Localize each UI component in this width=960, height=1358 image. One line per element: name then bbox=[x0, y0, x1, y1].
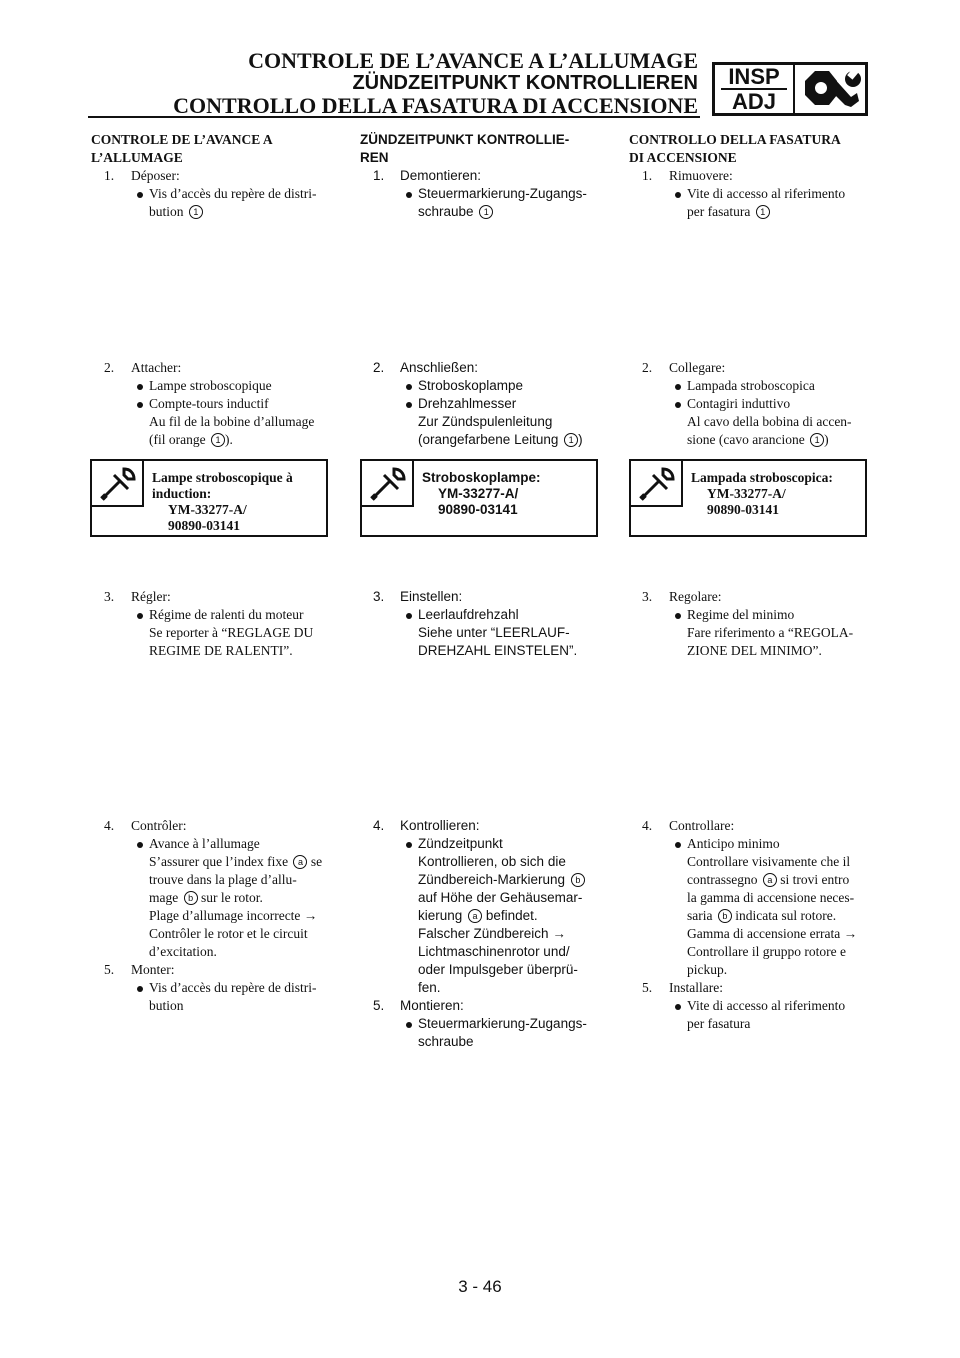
it-heading-2: DI ACCENSIONE bbox=[629, 150, 737, 165]
fr-intro: CONTROLE DE L’AVANCE A L’ALLUMAGE 1. Déposer: Vis d’accès du repère de distri- bution 1 bbox=[91, 131, 331, 221]
bullet-icon bbox=[675, 842, 681, 848]
bullet-icon bbox=[137, 986, 143, 992]
bullet-icon bbox=[137, 384, 143, 390]
fr-heading-1: CONTROLE DE L’AVANCE A bbox=[91, 132, 273, 147]
de-step-3-block: 3. Einstellen: Leerlaufdrehzahl Siehe unter “LEERLAUF- DREHZAHL EINSTELEN”. bbox=[373, 589, 578, 658]
badge-text bbox=[715, 65, 795, 113]
fr-step-2-block: 2. Attacher: Lampe stroboscopique Compte-tours inductif Au fil de la bobine d’allumage (fil orange 1 ). bbox=[104, 360, 315, 447]
badge-top: INSP bbox=[721, 66, 787, 90]
bullet-icon bbox=[406, 613, 412, 619]
marker-b-icon: b bbox=[718, 909, 732, 923]
bullet-icon bbox=[675, 1004, 681, 1010]
marker-1-icon: 1 bbox=[810, 433, 824, 447]
bullet-icon bbox=[137, 842, 143, 848]
de-step-2-block: 2. Anschließen: Stroboskoplampe Drehzahlmesser Zur Zündspulenleitung (orangefarbene Leitung 1 ) bbox=[373, 360, 583, 447]
fr-step-1: 1. Déposer: bbox=[104, 168, 180, 183]
de-special-tool-box: Stroboskoplampe: YM-33277-A/ 90890-03141 bbox=[360, 459, 598, 537]
badge-bottom: ADJ bbox=[731, 89, 776, 114]
it-heading-1: CONTROLLO DELLA FASATURA bbox=[629, 132, 841, 147]
marker-b-icon: b bbox=[571, 873, 585, 887]
marker-1-icon: 1 bbox=[211, 433, 225, 447]
it-special-tool-box: Lampada stroboscopica: YM-33277-A/ 90890-03141 bbox=[629, 459, 867, 537]
fr-step-1-bullet: Vis d’accès du repère de distri- bbox=[91, 185, 331, 203]
de-step-4-block: 4. Kontrollieren: Zündzeitpunkt Kontrollieren, ob sich die Zündbereich-Markierung b auf Höhe der Gehäusemar- kierung a befindet. Falscher Zündbereich → Lichtmaschinenrotor und/ oder Impulsgeber überprü- fen. 5. Montieren: Steuermarkierung-Zugangs- schraube bbox=[373, 818, 587, 1049]
de-intro: ZÜNDZEITPUNKT KONTROLLIE- REN 1. Demontieren: Steuermarkierung-Zugangs- schraube 1 bbox=[360, 131, 600, 221]
bullet-icon bbox=[406, 192, 412, 198]
bullet-icon bbox=[675, 402, 681, 408]
page-number: 3 - 46 bbox=[458, 1277, 502, 1296]
it-step-3-block: 3. Regolare: Regime del minimo Fare riferimento a “REGOLA- ZIONE DEL MINIMO”. bbox=[642, 589, 854, 658]
it-step-2-block: 2. Collegare: Lampada stroboscopica Contagiri induttivo Al cavo della bobina di accen- sione (cavo arancione 1 ) bbox=[642, 360, 852, 447]
marker-a-icon: a bbox=[468, 909, 482, 923]
bullet-icon bbox=[406, 842, 412, 848]
bullet-icon bbox=[406, 384, 412, 390]
fr-special-tool-box: Lampe stroboscopique à induction: YM-33277-A/ 90890-03141 bbox=[90, 459, 328, 537]
bullet-icon bbox=[137, 402, 143, 408]
bullet-icon bbox=[406, 402, 412, 408]
page-header-titles bbox=[173, 50, 698, 118]
it-step-4-block: 4. Controllare: Anticipo minimo Controllare visivamente che il contrassegno a si trovi entro la gamma di accensione neces- saria b indicata sul rotore. Gamma di accensione errata → Controllare il gruppo rotore e pickup. 5. Installare: Vite di accesso al riferimento per fasatura bbox=[642, 818, 858, 1031]
marker-a-icon: a bbox=[293, 855, 307, 869]
bullet-icon bbox=[675, 613, 681, 619]
title-it: CONTROLLO DELLA FASATURA DI ACCENSIONE bbox=[173, 93, 698, 118]
marker-1-icon: 1 bbox=[479, 205, 493, 219]
fr-step-4-block: 4. Contrôler: Avance à l’allumage S’assurer que l’index fixe a se trouve dans la plage d’allu- mage b sur le rotor. Plage d’allumage incorrecte → Contrôler le rotor et le circuit d’excitation. 5. Monter: Vis d’accès du repère de distri- bution bbox=[104, 818, 323, 1013]
bullet-icon bbox=[675, 384, 681, 390]
marker-1-icon: 1 bbox=[564, 433, 578, 447]
bullet-icon bbox=[137, 613, 143, 619]
it-intro: CONTROLLO DELLA FASATURA DI ACCENSIONE 1. Rimuovere: Vite di accesso al riferimento per fasatura 1 bbox=[629, 131, 869, 221]
bullet-icon bbox=[675, 192, 681, 198]
de-heading-2: REN bbox=[360, 150, 389, 165]
marker-b-icon: b bbox=[184, 891, 198, 905]
wrench-nut-icon bbox=[797, 67, 863, 111]
special-tool-icon bbox=[631, 461, 683, 507]
special-tool-icon bbox=[362, 461, 414, 507]
header-rule bbox=[88, 116, 700, 118]
bullet-icon bbox=[406, 1022, 412, 1028]
title-de: ZÜNDZEITPUNKT KONTROLLIEREN bbox=[352, 72, 698, 94]
bullet-icon bbox=[137, 192, 143, 198]
section-badge bbox=[712, 62, 868, 116]
de-heading-1: ZÜNDZEITPUNKT KONTROLLIE- bbox=[360, 132, 570, 147]
fr-step-3-block: 3. Régler: Régime de ralenti du moteur Se reporter à “REGLAGE DU REGIME DE RALENTI”. bbox=[104, 589, 314, 658]
marker-1-icon: 1 bbox=[189, 205, 203, 219]
marker-1-icon: 1 bbox=[756, 205, 770, 219]
marker-a-icon: a bbox=[763, 873, 777, 887]
fr-heading-2: L’ALLUMAGE bbox=[91, 150, 183, 165]
special-tool-icon bbox=[92, 461, 144, 507]
title-fr: CONTROLE DE L’AVANCE A L’ALLUMAGE bbox=[248, 48, 698, 73]
